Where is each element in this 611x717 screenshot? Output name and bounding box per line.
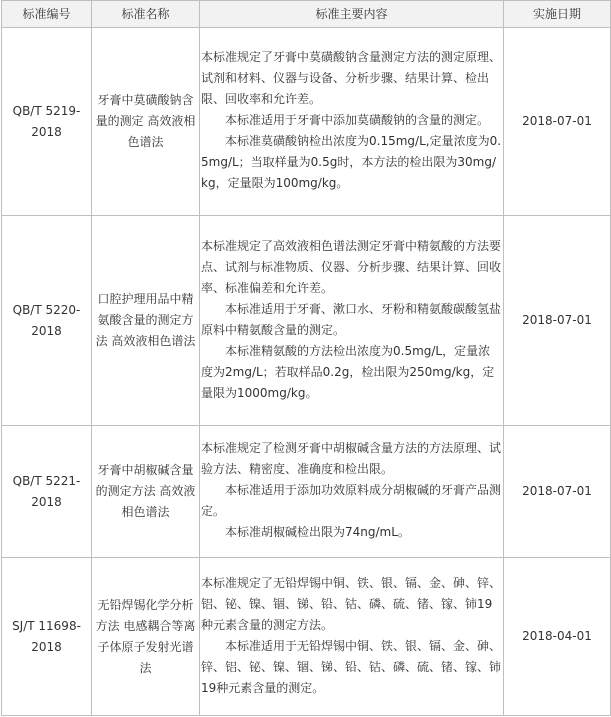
- content-paragraph: 本标准胡椒碱检出限为74ng/mL。: [225, 525, 410, 539]
- standard-content: [200, 216, 504, 426]
- header-content: 标准主要内容: [200, 1, 504, 28]
- standard-name: 牙膏中莫磺酸钠含量的测定 高效液相色谱法: [92, 28, 200, 216]
- standard-content: [200, 28, 504, 216]
- content-paragraph: 本标准规定了牙膏中莫磺酸钠含量测定方法的测定原理、试剂和材料、仪器与设备、分析步骤、结果计算、检出限、回收率和允许差。: [201, 50, 502, 106]
- content-paragraph: 本标准莫磺酸钠检出浓度为0.15mg/L,定量浓度为0.5mg/L；当取样量为0.5g时，本方法的检出限为30mg/kg，定量限为100mg/kg。: [201, 134, 502, 190]
- standard-name: 无铅焊锡化学分析方法 电感耦合等离子体原子发射光谱法: [92, 558, 200, 716]
- standard-name: 牙膏中胡椒碱含量的测定方法 高效液相色谱法: [92, 426, 200, 558]
- content-paragraph: 本标准规定了高效液相色谱法测定牙膏中精氨酸的方法要点、试剂与标准物质、仪器、分析步骤、结果计算、回收率、标准偏差和允许差。: [201, 238, 502, 295]
- header-code: 标准编号: [2, 1, 92, 28]
- standard-code: QB/T 5221-: [12, 473, 81, 488]
- table-row: [2, 558, 611, 716]
- content-paragraph: 本标准适用于添加功效原料成分胡椒碱的牙膏产品测定。: [201, 483, 502, 518]
- table-row: [2, 426, 611, 558]
- table-row: [2, 216, 611, 426]
- standard-code: SJ/T 11698-: [12, 618, 81, 633]
- standard-name: 口腔护理用品中精氨酸含量的测定方法 高效液相色谱法: [92, 216, 200, 426]
- standards-table: [1, 0, 611, 716]
- content-paragraph: 本标准精氨酸的方法检出浓度为0.5mg/L，定量浓度为2mg/L；若取样品0.2g，检出限为250mg/kg，定量限为1000mg/kg。: [201, 343, 495, 400]
- standard-content: [200, 558, 504, 716]
- standard-code-cell: [2, 426, 92, 558]
- standard-code-year: 2018: [31, 494, 62, 509]
- table-header-row: [2, 1, 611, 28]
- standard-code-cell: [2, 216, 92, 426]
- implementation-date: 2018-07-01: [504, 28, 611, 216]
- content-paragraph: 本标准规定了无铅焊锡中铜、铁、银、镉、金、砷、锌、铝、铋、镍、锢、锑、铅、钴、磷、硫、锗、镓、铈19种元素含量的测定方法。: [201, 575, 502, 632]
- content-paragraph: 本标准适用于牙膏、漱口水、牙粉和精氨酸碳酸氢盐原料中精氨酸含量的测定。: [201, 301, 502, 337]
- standard-code-cell: [2, 28, 92, 216]
- standard-code: QB/T 5220-: [12, 302, 81, 317]
- implementation-date: 2018-07-01: [504, 426, 611, 558]
- standard-code-cell: [2, 558, 92, 716]
- table-row: [2, 28, 611, 216]
- standard-code: QB/T 5219-: [12, 103, 81, 118]
- standard-code-year: 2018: [31, 323, 62, 338]
- standard-code-year: 2018: [31, 639, 62, 654]
- header-date: 实施日期: [504, 1, 611, 28]
- content-paragraph: 本标准适用于牙膏中添加莫磺酸钠的含量的测定。: [225, 113, 490, 127]
- standard-content: [200, 426, 504, 558]
- standard-code-year: 2018: [31, 124, 62, 139]
- content-paragraph: 本标准规定了检测牙膏中胡椒碱含量方法的方法原理、试验方法、精密度、准确度和检出限。: [201, 441, 502, 476]
- content-paragraph: 本标准适用于无铅焊锡中铜、铁、银、镉、金、砷、锌、铝、铋、镍、锢、锑、铅、钴、磷、硫、锗、镓、铈19种元素含量的测定。: [201, 638, 502, 695]
- implementation-date: 2018-04-01: [504, 558, 611, 716]
- implementation-date: 2018-07-01: [504, 216, 611, 426]
- header-name: 标准名称: [92, 1, 200, 28]
